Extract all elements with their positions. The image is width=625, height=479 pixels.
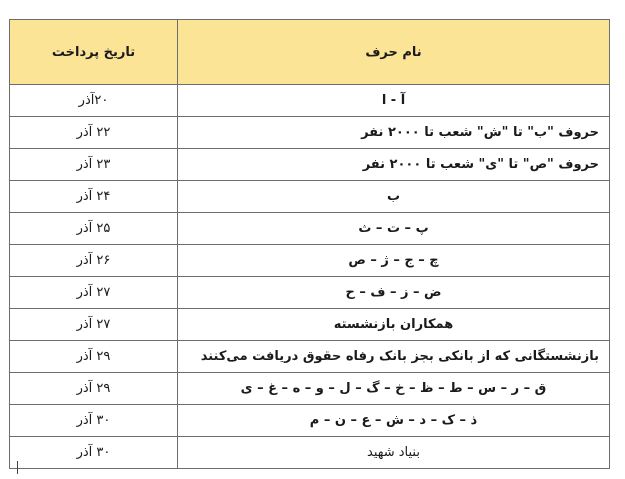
table-row (10, 245, 610, 277)
letter-group-cell: آ - ا (178, 85, 610, 117)
letter-group-cell: بازنشستگانی که از بانکی بجز بانک رفاه حقوق دریافت می‌کنند (178, 341, 610, 373)
letter-group-cell: ض – ز – ف – ح (178, 277, 610, 309)
table-row (10, 213, 610, 245)
header-letter-name: نام حرف (178, 20, 610, 85)
table-row (10, 149, 610, 181)
payment-date-cell: ۲۴ آذر (10, 181, 178, 213)
letter-group-cell: حروف "ب" تا "ش" شعب تا ۲۰۰۰ نفر (178, 117, 610, 149)
table-row (10, 85, 610, 117)
payment-schedule-sheet (9, 19, 609, 469)
table-row (10, 373, 610, 405)
letter-group-cell: پ – ت – ث (178, 213, 610, 245)
text-cursor-mark (17, 461, 18, 474)
letter-group-cell: همکاران بازنشسته (178, 309, 610, 341)
schedule-body (10, 85, 610, 469)
table-row (10, 341, 610, 373)
table-row (10, 181, 610, 213)
table-row (10, 117, 610, 149)
table-row (10, 405, 610, 437)
letter-group-cell: ذ – ک – د – ش – ع – ن – م (178, 405, 610, 437)
header-row (10, 20, 610, 85)
payment-date-cell: ۲۵ آذر (10, 213, 178, 245)
table-row (10, 309, 610, 341)
letter-group-cell: حروف "ص" تا "ی" شعب تا ۲۰۰۰ نفر (178, 149, 610, 181)
payment-date-cell: ۲۳ آذر (10, 149, 178, 181)
letter-group-cell: چ – ج – ژ – ص (178, 245, 610, 277)
table-row (10, 437, 610, 469)
letter-group-cell: ق – ر – س – ط – ظ – خ – گ – ل – و – ه – غ – ی (178, 373, 610, 405)
payment-date-cell: ۲۷ آذر (10, 309, 178, 341)
header-payment-date: تاریخ پرداخت (10, 20, 178, 85)
payment-date-cell: ۲۰آذر (10, 85, 178, 117)
payment-date-cell: ۲۷ آذر (10, 277, 178, 309)
payment-date-cell: ۲۹ آذر (10, 373, 178, 405)
payment-date-cell: ۲۶ آذر (10, 245, 178, 277)
payment-schedule-table (9, 19, 610, 469)
table-row (10, 277, 610, 309)
letter-group-cell: بنیاد شهید (178, 437, 610, 469)
payment-date-cell: ۲۹ آذر (10, 341, 178, 373)
letter-group-cell: ب (178, 181, 610, 213)
payment-date-cell: ۳۰ آذر (10, 405, 178, 437)
payment-date-cell: ۳۰ آذر (10, 437, 178, 469)
payment-date-cell: ۲۲ آذر (10, 117, 178, 149)
